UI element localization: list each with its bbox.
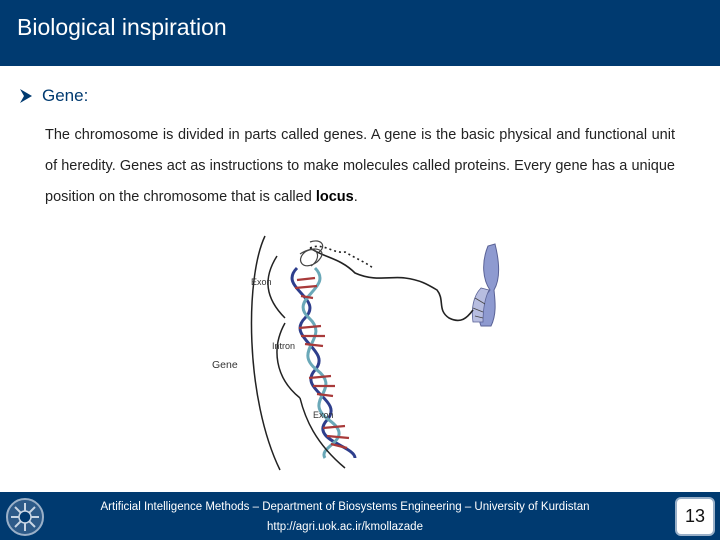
dna-helix: [292, 268, 355, 458]
gene-brackets: [251, 236, 345, 470]
exon-label-top: Exon: [251, 277, 272, 287]
paragraph-end: .: [353, 189, 358, 205]
gene-dna-illustration: [205, 218, 535, 483]
body-paragraph: [45, 120, 675, 213]
gene-label: Gene: [212, 359, 238, 371]
slide-title: Biological inspiration: [17, 14, 227, 40]
paragraph-text: The chromosome is divided in parts called genes. A gene is the basic physical and functional unit of heredity. Genes act as instructions to make molecules called proteins. Every gene has a unique position on the chromosome that is called: [45, 127, 675, 205]
intron-label: Intron: [272, 341, 296, 351]
exon-label-bottom: Exon: [313, 410, 334, 420]
chromatin-strand: [310, 246, 473, 320]
locus-term: locus: [315, 189, 354, 205]
bullet-item: [19, 86, 88, 106]
arrow-bullet-icon: [19, 88, 33, 104]
bullet-heading: Gene:: [42, 86, 89, 105]
university-logo-icon: [5, 497, 45, 537]
page-number: 13: [675, 497, 715, 536]
footer-course-text: Artificial Intelligence Methods – Department of Biosystems Engineering – University of Kurdistan: [100, 501, 590, 513]
footer-url[interactable]: http://agri.uok.ac.ir/kmollazade: [267, 521, 423, 533]
chromosome-icon: [472, 244, 498, 326]
